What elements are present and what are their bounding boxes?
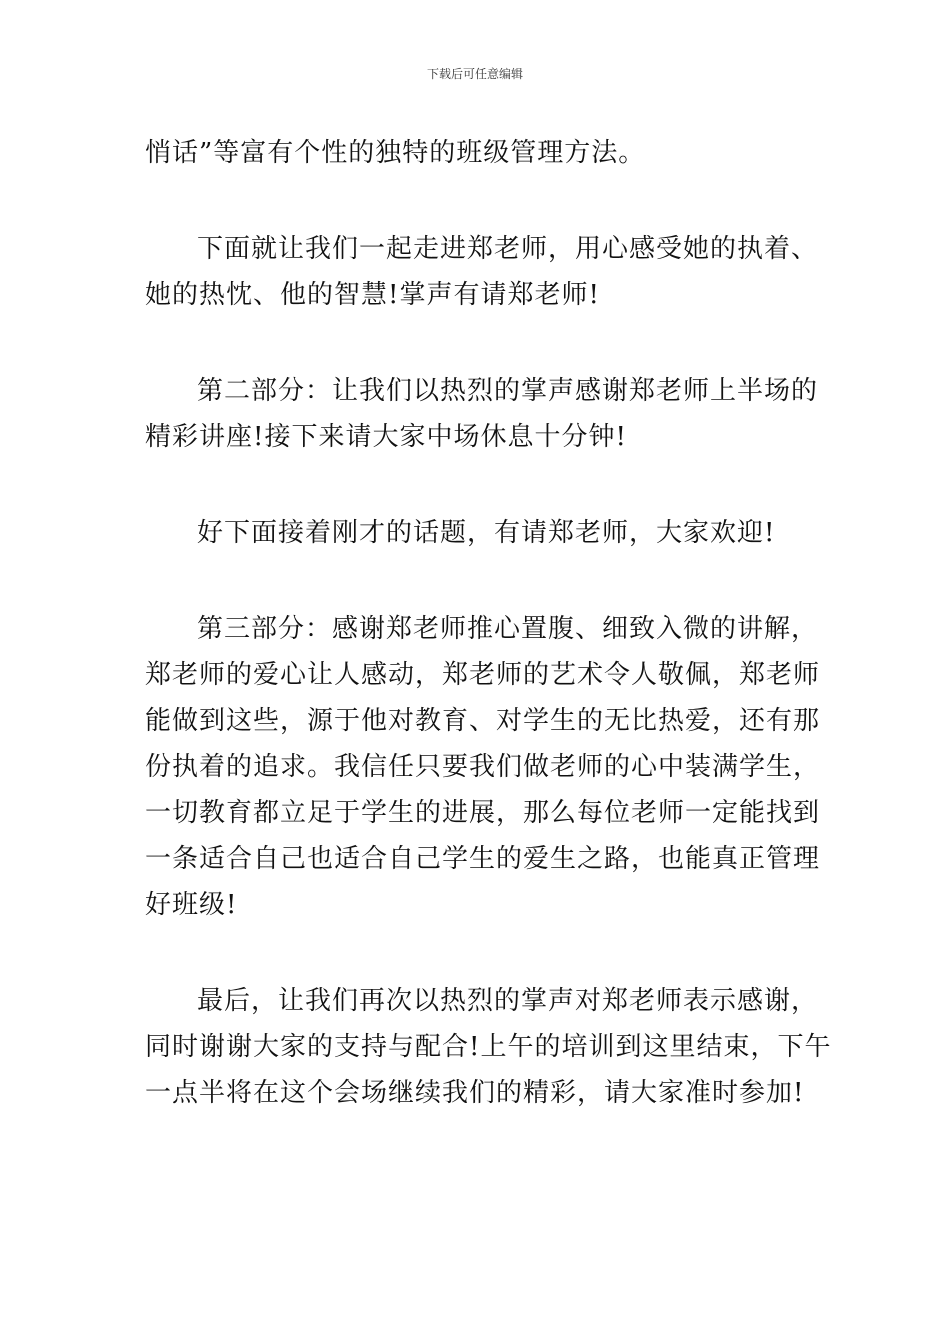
paragraph-6 xyxy=(145,978,832,1116)
paragraph-1 xyxy=(145,130,807,176)
text-line: 一条适合自己也适合自己学生的爱生之路，也能真正管理 xyxy=(145,844,821,874)
text-line: 一点半将在这个会场继续我们的精彩，请大家准时参加! xyxy=(145,1078,805,1108)
text-line: 第二部分：让我们以热烈的掌声感谢郑老师上半场的 xyxy=(197,376,819,406)
text-line: 第三部分：感谢郑老师推心置腹、细致入微的讲解， xyxy=(197,614,819,644)
paragraph-2 xyxy=(145,226,819,318)
text-line: 最后，让我们再次以热烈的掌声对郑老师表示感谢， xyxy=(197,986,819,1016)
paragraph-4 xyxy=(145,510,807,556)
paragraph-gap xyxy=(145,176,807,226)
paragraph-gap xyxy=(145,318,807,368)
paragraph-gap xyxy=(145,928,807,978)
paragraph-3 xyxy=(145,368,819,460)
text-line: 份执着的追求。我信任只要我们做老师的心中装满学生， xyxy=(145,752,821,782)
text-line: 她的热忱、他的智慧!掌声有请郑老师! xyxy=(145,280,600,310)
document-body xyxy=(145,130,832,1116)
text-line: 一切教育都立足于学生的进展，那么每位老师一定能找到 xyxy=(145,798,821,828)
text-line: 好下面接着刚才的话题，有请郑老师，大家欢迎! xyxy=(197,518,776,548)
paragraph-gap xyxy=(145,460,807,510)
text-line: 郑老师的爱心让人感动，郑老师的艺术令人敬佩，郑老师 xyxy=(145,660,821,690)
paragraph-gap xyxy=(145,556,807,606)
text-line: 能做到这些，源于他对教育、对学生的无比热爱，还有那 xyxy=(145,706,821,736)
text-line: 下面就让我们一起走进郑老师，用心感受她的执着、 xyxy=(197,234,819,264)
text-line: 精彩讲座!接下来请大家中场休息十分钟! xyxy=(145,422,627,452)
text-line: 好班级! xyxy=(145,890,238,920)
text-line: 悄话”等富有个性的独特的班级管理方法。 xyxy=(145,138,646,168)
paragraph-5 xyxy=(145,606,821,928)
text-line: 同时谢谢大家的支持与配合!上午的培训到这里结束，下午 xyxy=(145,1032,832,1062)
page-header: 下载后可任意编辑 xyxy=(426,67,523,81)
